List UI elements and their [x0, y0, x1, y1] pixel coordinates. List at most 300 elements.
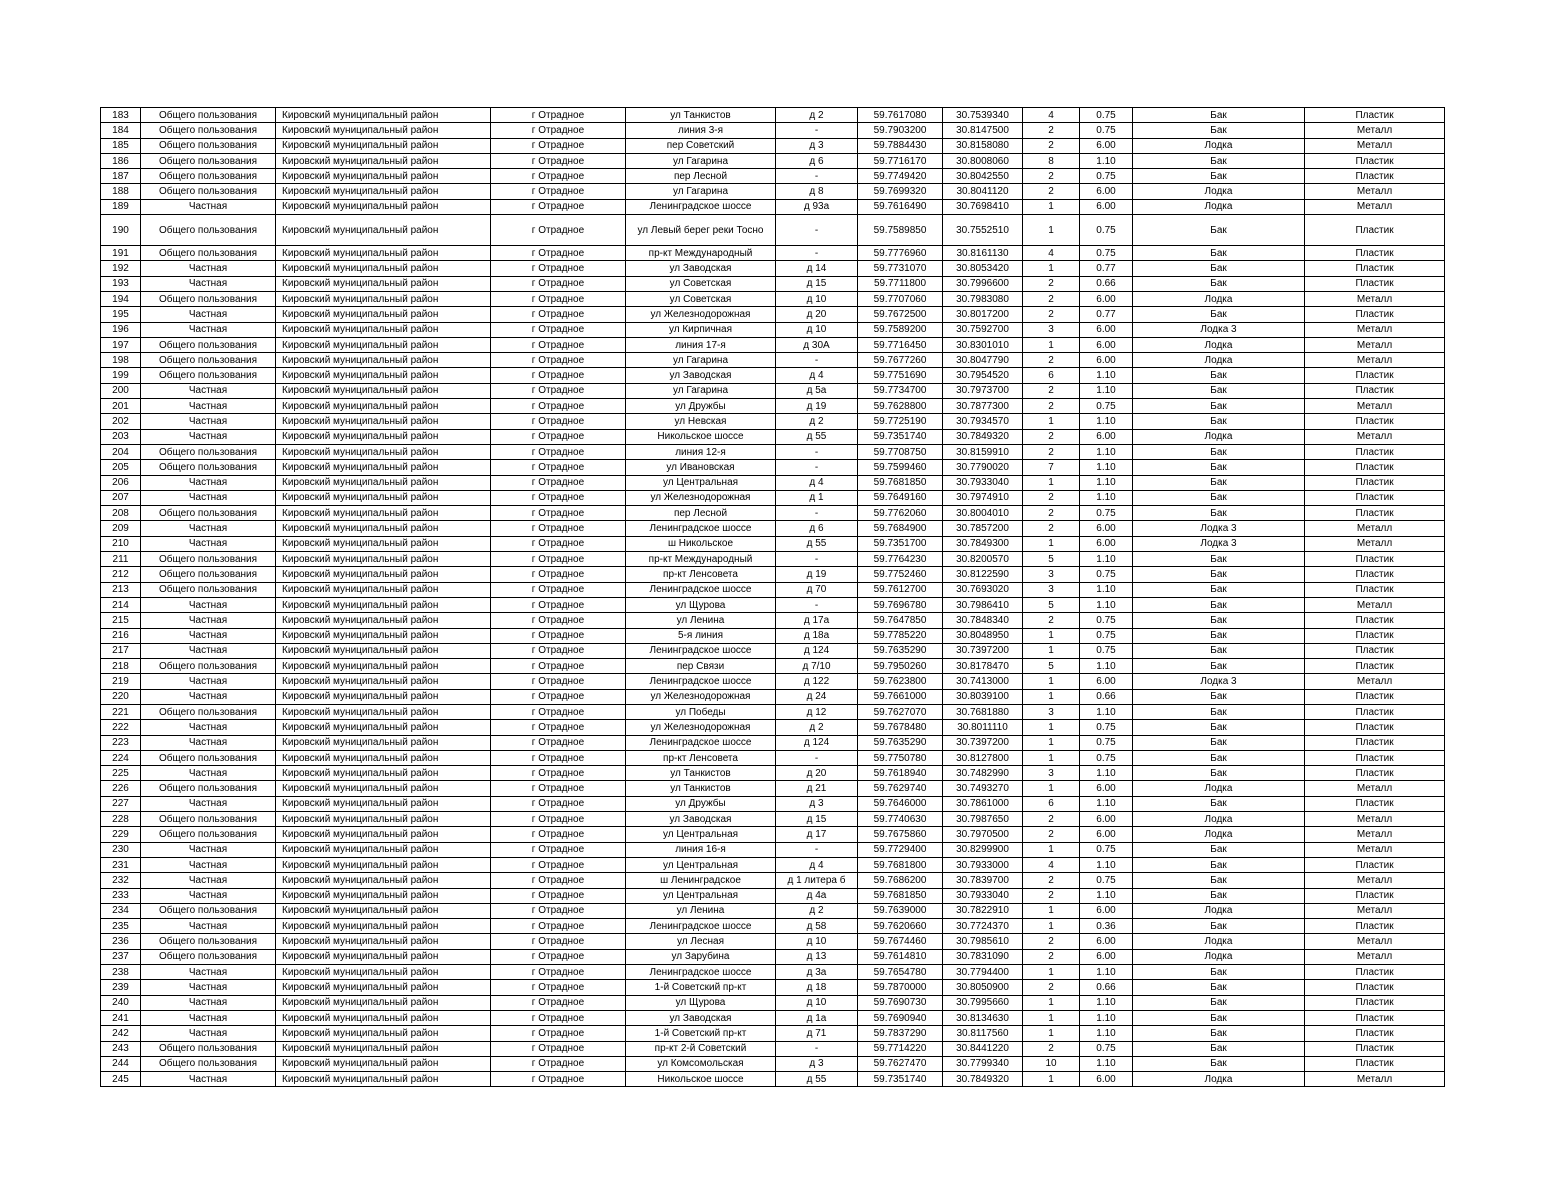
- volume-cell: 1.10: [1080, 460, 1133, 475]
- table-row: [101, 582, 1445, 597]
- house-cell: д 2: [776, 720, 858, 735]
- longitude-cell: 30.7724370: [943, 919, 1023, 934]
- district-cell: Кировский муниципальный район: [276, 444, 491, 459]
- latitude-cell: 59.7870000: [858, 980, 943, 995]
- ownership-cell: Частная: [141, 414, 276, 429]
- row-number-cell: 244: [101, 1056, 141, 1071]
- table-row: [101, 704, 1445, 719]
- material-cell: Металл: [1305, 781, 1445, 796]
- volume-cell: 0.66: [1080, 689, 1133, 704]
- ownership-cell: Общего пользования: [141, 108, 276, 123]
- street-cell: ул Железнодорожная: [626, 307, 776, 322]
- house-cell: д 55: [776, 429, 858, 444]
- container-type-cell: Бак: [1133, 628, 1305, 643]
- container-type-cell: Бак: [1133, 475, 1305, 490]
- longitude-cell: 30.7933000: [943, 857, 1023, 872]
- container-type-cell: Бак: [1133, 842, 1305, 857]
- ownership-cell: Общего пользования: [141, 552, 276, 567]
- table-row: [101, 567, 1445, 582]
- volume-cell: 1.10: [1080, 368, 1133, 383]
- latitude-cell: 59.7629740: [858, 781, 943, 796]
- material-cell: Пластик: [1305, 383, 1445, 398]
- material-cell: Пластик: [1305, 567, 1445, 582]
- longitude-cell: 30.7987650: [943, 812, 1023, 827]
- street-cell: 1-й Советский пр-кт: [626, 1026, 776, 1041]
- row-number-cell: 231: [101, 857, 141, 872]
- house-cell: д 10: [776, 291, 858, 306]
- container-count-cell: 2: [1023, 521, 1080, 536]
- district-cell: Кировский муниципальный район: [276, 1026, 491, 1041]
- street-cell: линия 16-я: [626, 842, 776, 857]
- district-cell: Кировский муниципальный район: [276, 674, 491, 689]
- row-number-cell: 227: [101, 796, 141, 811]
- street-cell: Ленинградское шоссе: [626, 521, 776, 536]
- container-type-cell: Бак: [1133, 1026, 1305, 1041]
- house-cell: д 2: [776, 108, 858, 123]
- volume-cell: 0.75: [1080, 1041, 1133, 1056]
- street-cell: ул Щурова: [626, 995, 776, 1010]
- latitude-cell: 59.7623800: [858, 674, 943, 689]
- street-cell: ш Никольское: [626, 536, 776, 551]
- latitude-cell: 59.7776960: [858, 246, 943, 261]
- longitude-cell: 30.7861000: [943, 796, 1023, 811]
- ownership-cell: Общего пользования: [141, 903, 276, 918]
- district-cell: Кировский муниципальный район: [276, 414, 491, 429]
- house-cell: д 15: [776, 276, 858, 291]
- table-row: [101, 674, 1445, 689]
- street-cell: Ленинградское шоссе: [626, 919, 776, 934]
- table-row: [101, 475, 1445, 490]
- ownership-cell: Общего пользования: [141, 368, 276, 383]
- ownership-cell: Частная: [141, 322, 276, 337]
- container-type-cell: Лодка: [1133, 184, 1305, 199]
- district-cell: Кировский муниципальный район: [276, 276, 491, 291]
- district-cell: Кировский муниципальный район: [276, 796, 491, 811]
- street-cell: ул Заводская: [626, 812, 776, 827]
- table-row: [101, 659, 1445, 674]
- material-cell: Пластик: [1305, 169, 1445, 184]
- container-count-cell: 1: [1023, 720, 1080, 735]
- container-count-cell: 10: [1023, 1056, 1080, 1071]
- volume-cell: 6.00: [1080, 138, 1133, 153]
- district-cell: Кировский муниципальный район: [276, 613, 491, 628]
- street-cell: ул Невская: [626, 414, 776, 429]
- volume-cell: 1.10: [1080, 444, 1133, 459]
- ownership-cell: Общего пользования: [141, 750, 276, 765]
- house-cell: д 14: [776, 261, 858, 276]
- district-cell: Кировский муниципальный район: [276, 980, 491, 995]
- container-type-cell: Бак: [1133, 735, 1305, 750]
- table-row: [101, 980, 1445, 995]
- latitude-cell: 59.7628800: [858, 399, 943, 414]
- house-cell: д 2: [776, 414, 858, 429]
- row-number-cell: 193: [101, 276, 141, 291]
- street-cell: ул Советская: [626, 276, 776, 291]
- street-cell: ул Гагарина: [626, 353, 776, 368]
- container-type-cell: Бак: [1133, 490, 1305, 505]
- settlement-cell: г Отрадное: [491, 720, 626, 735]
- row-number-cell: 192: [101, 261, 141, 276]
- longitude-cell: 30.7822910: [943, 903, 1023, 918]
- latitude-cell: 59.7752460: [858, 567, 943, 582]
- material-cell: Пластик: [1305, 735, 1445, 750]
- container-count-cell: 2: [1023, 827, 1080, 842]
- material-cell: Металл: [1305, 199, 1445, 214]
- container-count-cell: 1: [1023, 475, 1080, 490]
- volume-cell: 1.10: [1080, 1026, 1133, 1041]
- container-count-cell: 1: [1023, 689, 1080, 704]
- street-cell: ул Левый берег реки Тосно: [626, 215, 776, 246]
- container-type-cell: Лодка: [1133, 903, 1305, 918]
- house-cell: д 3: [776, 1056, 858, 1071]
- street-cell: ул Советская: [626, 291, 776, 306]
- latitude-cell: 59.7654780: [858, 965, 943, 980]
- house-cell: д 10: [776, 995, 858, 1010]
- latitude-cell: 59.7351740: [858, 1072, 943, 1087]
- material-cell: Пластик: [1305, 659, 1445, 674]
- container-type-cell: Бак: [1133, 613, 1305, 628]
- row-number-cell: 197: [101, 337, 141, 352]
- row-number-cell: 238: [101, 965, 141, 980]
- container-type-cell: Бак: [1133, 169, 1305, 184]
- street-cell: пер Лесной: [626, 169, 776, 184]
- material-cell: Пластик: [1305, 628, 1445, 643]
- house-cell: д 19: [776, 567, 858, 582]
- district-cell: Кировский муниципальный район: [276, 246, 491, 261]
- longitude-cell: 30.7831090: [943, 949, 1023, 964]
- volume-cell: 6.00: [1080, 934, 1133, 949]
- district-cell: Кировский муниципальный район: [276, 521, 491, 536]
- container-type-cell: Лодка: [1133, 291, 1305, 306]
- table-row: [101, 307, 1445, 322]
- settlement-cell: г Отрадное: [491, 521, 626, 536]
- settlement-cell: г Отрадное: [491, 1072, 626, 1087]
- settlement-cell: г Отрадное: [491, 857, 626, 872]
- material-cell: Пластик: [1305, 108, 1445, 123]
- district-cell: Кировский муниципальный район: [276, 597, 491, 612]
- latitude-cell: 59.7734700: [858, 383, 943, 398]
- street-cell: ул Заводская: [626, 261, 776, 276]
- container-type-cell: Бак: [1133, 108, 1305, 123]
- latitude-cell: 59.7627070: [858, 704, 943, 719]
- container-count-cell: 1: [1023, 674, 1080, 689]
- volume-cell: 6.00: [1080, 536, 1133, 551]
- street-cell: ул Ленина: [626, 613, 776, 628]
- ownership-cell: Частная: [141, 919, 276, 934]
- latitude-cell: 59.7616490: [858, 199, 943, 214]
- material-cell: Пластик: [1305, 1010, 1445, 1025]
- container-count-cell: 1: [1023, 842, 1080, 857]
- house-cell: д 1а: [776, 1010, 858, 1025]
- table-row: [101, 812, 1445, 827]
- ownership-cell: Общего пользования: [141, 659, 276, 674]
- container-count-cell: 1: [1023, 1072, 1080, 1087]
- settlement-cell: г Отрадное: [491, 307, 626, 322]
- house-cell: д 58: [776, 919, 858, 934]
- container-count-cell: 1: [1023, 1010, 1080, 1025]
- material-cell: Пластик: [1305, 215, 1445, 246]
- district-cell: Кировский муниципальный район: [276, 934, 491, 949]
- table-row: [101, 337, 1445, 352]
- settlement-cell: г Отрадное: [491, 582, 626, 597]
- material-cell: Пластик: [1305, 995, 1445, 1010]
- container-type-cell: Бак: [1133, 720, 1305, 735]
- container-type-cell: Лодка: [1133, 949, 1305, 964]
- house-cell: д 10: [776, 934, 858, 949]
- district-cell: Кировский муниципальный район: [276, 552, 491, 567]
- table-row: [101, 138, 1445, 153]
- material-cell: Металл: [1305, 873, 1445, 888]
- street-cell: Ленинградское шоссе: [626, 582, 776, 597]
- settlement-cell: г Отрадное: [491, 613, 626, 628]
- ownership-cell: Общего пользования: [141, 153, 276, 168]
- latitude-cell: 59.7684900: [858, 521, 943, 536]
- settlement-cell: г Отрадное: [491, 980, 626, 995]
- longitude-cell: 30.7413000: [943, 674, 1023, 689]
- street-cell: ул Центральная: [626, 475, 776, 490]
- table-row: [101, 1010, 1445, 1025]
- latitude-cell: 59.7681850: [858, 888, 943, 903]
- row-number-cell: 243: [101, 1041, 141, 1056]
- ownership-cell: Общего пользования: [141, 934, 276, 949]
- longitude-cell: 30.7693020: [943, 582, 1023, 597]
- ownership-cell: Частная: [141, 383, 276, 398]
- ownership-cell: Частная: [141, 1026, 276, 1041]
- ownership-cell: Общего пользования: [141, 506, 276, 521]
- settlement-cell: г Отрадное: [491, 903, 626, 918]
- ownership-cell: Частная: [141, 307, 276, 322]
- settlement-cell: г Отрадное: [491, 1010, 626, 1025]
- latitude-cell: 59.7681850: [858, 475, 943, 490]
- longitude-cell: 30.8147500: [943, 123, 1023, 138]
- district-cell: Кировский муниципальный район: [276, 383, 491, 398]
- longitude-cell: 30.7539340: [943, 108, 1023, 123]
- material-cell: Металл: [1305, 934, 1445, 949]
- container-count-cell: 1: [1023, 965, 1080, 980]
- container-count-cell: 1: [1023, 261, 1080, 276]
- table-row: [101, 888, 1445, 903]
- container-type-cell: Бак: [1133, 643, 1305, 658]
- longitude-cell: 30.7794400: [943, 965, 1023, 980]
- container-type-cell: Бак: [1133, 261, 1305, 276]
- row-number-cell: 208: [101, 506, 141, 521]
- longitude-cell: 30.7681880: [943, 704, 1023, 719]
- district-cell: Кировский муниципальный район: [276, 567, 491, 582]
- material-cell: Пластик: [1305, 368, 1445, 383]
- settlement-cell: г Отрадное: [491, 1056, 626, 1071]
- container-type-cell: Бак: [1133, 567, 1305, 582]
- container-type-cell: Бак: [1133, 383, 1305, 398]
- container-count-cell: 3: [1023, 704, 1080, 719]
- house-cell: д 4а: [776, 888, 858, 903]
- latitude-cell: 59.7639000: [858, 903, 943, 918]
- ownership-cell: Общего пользования: [141, 1056, 276, 1071]
- longitude-cell: 30.8050900: [943, 980, 1023, 995]
- settlement-cell: г Отрадное: [491, 184, 626, 199]
- container-count-cell: 3: [1023, 766, 1080, 781]
- table-row: [101, 276, 1445, 291]
- volume-cell: 6.00: [1080, 827, 1133, 842]
- ownership-cell: Частная: [141, 536, 276, 551]
- longitude-cell: 30.8042550: [943, 169, 1023, 184]
- material-cell: Металл: [1305, 291, 1445, 306]
- street-cell: линия 17-я: [626, 337, 776, 352]
- district-cell: Кировский муниципальный район: [276, 827, 491, 842]
- street-cell: пр-кт Ленсовета: [626, 567, 776, 582]
- volume-cell: 0.75: [1080, 123, 1133, 138]
- table-row: [101, 199, 1445, 214]
- district-cell: Кировский муниципальный район: [276, 704, 491, 719]
- latitude-cell: 59.7711800: [858, 276, 943, 291]
- container-type-cell: Бак: [1133, 276, 1305, 291]
- latitude-cell: 59.7649160: [858, 490, 943, 505]
- settlement-cell: г Отрадное: [491, 965, 626, 980]
- ownership-cell: Частная: [141, 261, 276, 276]
- row-number-cell: 217: [101, 643, 141, 658]
- ownership-cell: Общего пользования: [141, 184, 276, 199]
- material-cell: Пластик: [1305, 153, 1445, 168]
- row-number-cell: 233: [101, 888, 141, 903]
- row-number-cell: 203: [101, 429, 141, 444]
- house-cell: -: [776, 597, 858, 612]
- container-type-cell: Лодка 3: [1133, 521, 1305, 536]
- district-cell: Кировский муниципальный район: [276, 138, 491, 153]
- ownership-cell: Частная: [141, 521, 276, 536]
- container-type-cell: Лодка 3: [1133, 322, 1305, 337]
- settlement-cell: г Отрадное: [491, 215, 626, 246]
- material-cell: Пластик: [1305, 552, 1445, 567]
- ownership-cell: Частная: [141, 980, 276, 995]
- house-cell: д 18а: [776, 628, 858, 643]
- street-cell: 1-й Советский пр-кт: [626, 980, 776, 995]
- street-cell: Ленинградское шоссе: [626, 674, 776, 689]
- container-count-cell: 2: [1023, 934, 1080, 949]
- longitude-cell: 30.7995660: [943, 995, 1023, 1010]
- street-cell: пр-кт Международный: [626, 246, 776, 261]
- material-cell: Пластик: [1305, 246, 1445, 261]
- district-cell: Кировский муниципальный район: [276, 628, 491, 643]
- material-cell: Металл: [1305, 1072, 1445, 1087]
- volume-cell: 0.75: [1080, 628, 1133, 643]
- container-type-cell: Лодка: [1133, 429, 1305, 444]
- settlement-cell: г Отрадное: [491, 1041, 626, 1056]
- row-number-cell: 236: [101, 934, 141, 949]
- volume-cell: 0.75: [1080, 750, 1133, 765]
- settlement-cell: г Отрадное: [491, 123, 626, 138]
- row-number-cell: 215: [101, 613, 141, 628]
- container-count-cell: 4: [1023, 857, 1080, 872]
- street-cell: ул Зарубина: [626, 949, 776, 964]
- ownership-cell: Частная: [141, 674, 276, 689]
- house-cell: д 6: [776, 521, 858, 536]
- material-cell: Пластик: [1305, 1041, 1445, 1056]
- ownership-cell: Частная: [141, 720, 276, 735]
- district-cell: Кировский муниципальный район: [276, 965, 491, 980]
- row-number-cell: 183: [101, 108, 141, 123]
- container-type-cell: Бак: [1133, 399, 1305, 414]
- material-cell: Пластик: [1305, 766, 1445, 781]
- table-row: [101, 949, 1445, 964]
- container-type-cell: Бак: [1133, 215, 1305, 246]
- ownership-cell: Общего пользования: [141, 215, 276, 246]
- latitude-cell: 59.7646000: [858, 796, 943, 811]
- latitude-cell: 59.7675860: [858, 827, 943, 842]
- row-number-cell: 220: [101, 689, 141, 704]
- longitude-cell: 30.7996600: [943, 276, 1023, 291]
- district-cell: Кировский муниципальный район: [276, 873, 491, 888]
- container-type-cell: Лодка: [1133, 1072, 1305, 1087]
- house-cell: -: [776, 552, 858, 567]
- table-row: [101, 536, 1445, 551]
- table-row: [101, 613, 1445, 628]
- ownership-cell: Частная: [141, 888, 276, 903]
- volume-cell: 0.77: [1080, 261, 1133, 276]
- settlement-cell: г Отрадное: [491, 1026, 626, 1041]
- table-row: [101, 552, 1445, 567]
- material-cell: Пластик: [1305, 643, 1445, 658]
- latitude-cell: 59.7903200: [858, 123, 943, 138]
- table-row: [101, 368, 1445, 383]
- settlement-cell: г Отрадное: [491, 750, 626, 765]
- ownership-cell: Частная: [141, 429, 276, 444]
- house-cell: -: [776, 123, 858, 138]
- ownership-cell: Общего пользования: [141, 460, 276, 475]
- longitude-cell: 30.8039100: [943, 689, 1023, 704]
- ownership-cell: Общего пользования: [141, 949, 276, 964]
- settlement-cell: г Отрадное: [491, 444, 626, 459]
- longitude-cell: 30.8158080: [943, 138, 1023, 153]
- container-count-cell: 2: [1023, 169, 1080, 184]
- row-number-cell: 216: [101, 628, 141, 643]
- ownership-cell: Частная: [141, 796, 276, 811]
- volume-cell: 6.00: [1080, 353, 1133, 368]
- street-cell: линия 12-я: [626, 444, 776, 459]
- table-row: [101, 827, 1445, 842]
- row-number-cell: 222: [101, 720, 141, 735]
- settlement-cell: г Отрадное: [491, 934, 626, 949]
- table-row: [101, 628, 1445, 643]
- street-cell: Ленинградское шоссе: [626, 735, 776, 750]
- table-row: [101, 796, 1445, 811]
- house-cell: д 13: [776, 949, 858, 964]
- house-cell: д 18: [776, 980, 858, 995]
- material-cell: Пластик: [1305, 582, 1445, 597]
- container-type-cell: Лодка: [1133, 138, 1305, 153]
- district-cell: Кировский муниципальный район: [276, 1056, 491, 1071]
- material-cell: Металл: [1305, 429, 1445, 444]
- container-type-cell: Лодка 3: [1133, 674, 1305, 689]
- district-cell: Кировский муниципальный район: [276, 659, 491, 674]
- table-row: [101, 153, 1445, 168]
- row-number-cell: 245: [101, 1072, 141, 1087]
- street-cell: ул Лесная: [626, 934, 776, 949]
- district-cell: Кировский муниципальный район: [276, 460, 491, 475]
- settlement-cell: г Отрадное: [491, 873, 626, 888]
- district-cell: Кировский муниципальный район: [276, 995, 491, 1010]
- volume-cell: 6.00: [1080, 949, 1133, 964]
- latitude-cell: 59.7762060: [858, 506, 943, 521]
- ownership-cell: Общего пользования: [141, 827, 276, 842]
- longitude-cell: 30.7849300: [943, 536, 1023, 551]
- volume-cell: 0.66: [1080, 980, 1133, 995]
- latitude-cell: 59.7699320: [858, 184, 943, 199]
- latitude-cell: 59.7672500: [858, 307, 943, 322]
- district-cell: Кировский муниципальный район: [276, 643, 491, 658]
- container-type-cell: Лодка: [1133, 934, 1305, 949]
- latitude-cell: 59.7674460: [858, 934, 943, 949]
- material-cell: Пластик: [1305, 1026, 1445, 1041]
- district-cell: Кировский муниципальный район: [276, 919, 491, 934]
